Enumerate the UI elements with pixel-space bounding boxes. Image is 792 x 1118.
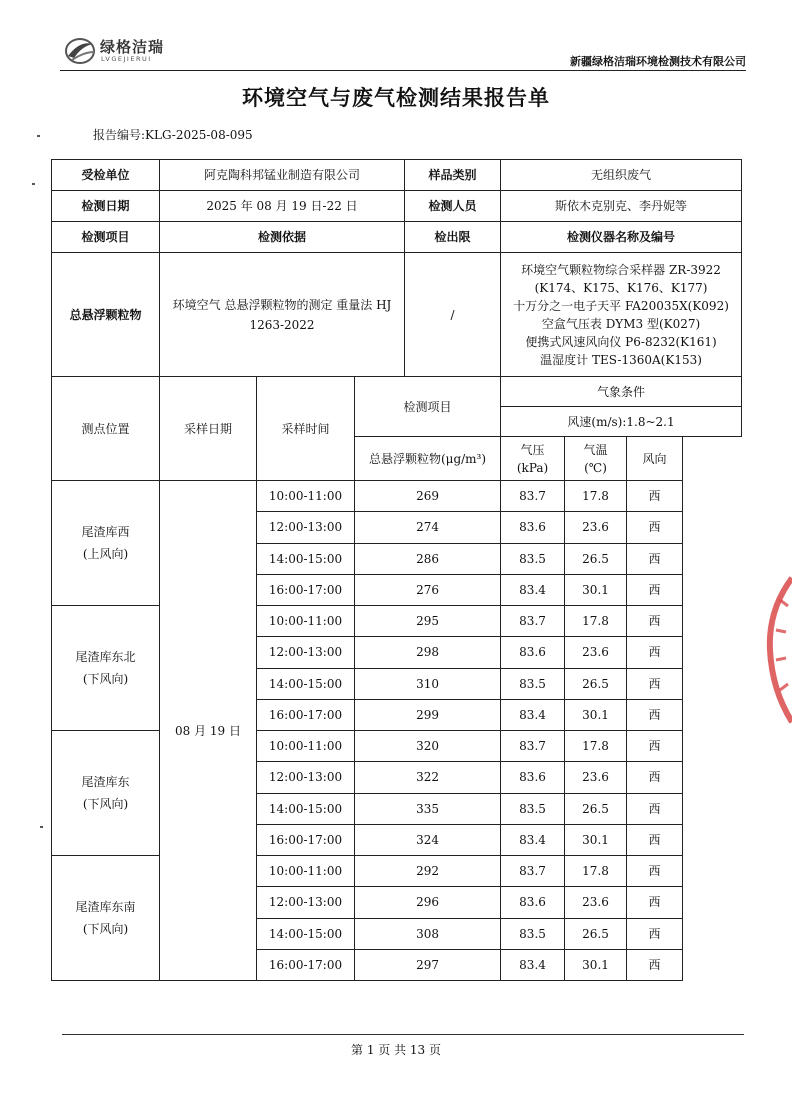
- client-label: 受检单位: [52, 160, 160, 191]
- table-row: [52, 606, 742, 637]
- pressure-header: [501, 437, 565, 481]
- tsp-cell: 324: [355, 824, 501, 855]
- wind-direction-cell: 西: [627, 606, 683, 637]
- time-cell: 14:00-15:00: [257, 918, 355, 949]
- tsp-cell: 320: [355, 731, 501, 762]
- footer-divider: [62, 1034, 744, 1035]
- pressure-header-unit: (kPa): [516, 460, 549, 475]
- location-cell: [52, 856, 160, 981]
- location-name: 尾渣库东北: [75, 650, 136, 664]
- wind-speed: 风速(m/s):1.8~2.1: [501, 407, 742, 437]
- report-table: [51, 159, 742, 981]
- location-cell: [52, 731, 160, 856]
- wind-direction-cell: 西: [627, 543, 683, 574]
- location-name: 尾渣库东南: [75, 900, 136, 914]
- item-label: 检测项目: [52, 222, 160, 253]
- temperature-cell: 17.8: [565, 606, 627, 637]
- location-header: 测点位置: [52, 377, 160, 481]
- sample-time-header: 采样时间: [257, 377, 355, 481]
- pressure-cell: 83.7: [501, 481, 565, 512]
- temperature-cell: 26.5: [565, 668, 627, 699]
- pressure-cell: 83.6: [501, 887, 565, 918]
- pressure-cell: 83.4: [501, 574, 565, 605]
- temperature-cell: 30.1: [565, 574, 627, 605]
- location-direction: (上风向): [82, 547, 129, 561]
- temperature-cell: 26.5: [565, 543, 627, 574]
- wind-direction-cell: 西: [627, 574, 683, 605]
- temperature-cell: 26.5: [565, 918, 627, 949]
- time-cell: 14:00-15:00: [257, 543, 355, 574]
- pressure-cell: 83.7: [501, 856, 565, 887]
- tsp-cell: 310: [355, 668, 501, 699]
- inspector-value: 斯依木克别克、李丹妮等: [501, 191, 742, 222]
- time-cell: 16:00-17:00: [257, 574, 355, 605]
- pressure-cell: 83.5: [501, 543, 565, 574]
- tsp-cell: 335: [355, 793, 501, 824]
- time-cell: 12:00-13:00: [257, 887, 355, 918]
- wind-direction-cell: 西: [627, 887, 683, 918]
- temperature-cell: 23.6: [565, 512, 627, 543]
- wind-direction-cell: 西: [627, 918, 683, 949]
- pressure-cell: 83.5: [501, 668, 565, 699]
- tsp-cell: 295: [355, 606, 501, 637]
- instrument-line: 十万分之一电子天平 FA20035X(K092): [513, 298, 729, 313]
- instrument-line: 便携式风速风向仪 P6-8232(K161): [525, 334, 717, 349]
- tsp-cell: 296: [355, 887, 501, 918]
- logo-swoosh-icon: [64, 34, 96, 66]
- sample-date-cell: 08 月 19 日: [160, 481, 257, 981]
- wind-direction-cell: 西: [627, 762, 683, 793]
- tsp-header: 总悬浮颗粒物(μg/m³): [355, 437, 501, 481]
- location-cell: [52, 606, 160, 731]
- location-direction: (下风向): [82, 797, 129, 811]
- wind-direction-cell: 西: [627, 637, 683, 668]
- time-cell: 10:00-11:00: [257, 856, 355, 887]
- sample-type-value: 无组织废气: [501, 160, 742, 191]
- location-direction: (下风向): [82, 672, 129, 686]
- date-label: 检测日期: [52, 191, 160, 222]
- sample-type-label: 样品类别: [405, 160, 501, 191]
- tsp-cell: 299: [355, 699, 501, 730]
- time-cell: 10:00-11:00: [257, 731, 355, 762]
- wind-direction-cell: 西: [627, 731, 683, 762]
- logo-chinese-text: 绿格洁瑞: [100, 38, 165, 56]
- page-title: 环境空气与废气检测结果报告单: [242, 86, 550, 110]
- client-value: 阿克陶科邦锰业制造有限公司: [160, 160, 405, 191]
- pressure-cell: 83.5: [501, 793, 565, 824]
- tsp-cell: 298: [355, 637, 501, 668]
- table-row: [52, 481, 742, 512]
- tsp-cell: 322: [355, 762, 501, 793]
- pressure-cell: 83.7: [501, 606, 565, 637]
- time-cell: 12:00-13:00: [257, 512, 355, 543]
- wind-direction-cell: 西: [627, 824, 683, 855]
- temperature-cell: 23.6: [565, 762, 627, 793]
- page-number: 第 1 页 共 13 页: [351, 1043, 441, 1057]
- pressure-cell: 83.6: [501, 512, 565, 543]
- time-cell: 10:00-11:00: [257, 606, 355, 637]
- date-value: 2025 年 08 月 19 日-22 日: [160, 191, 405, 222]
- location-cell: [52, 481, 160, 606]
- wind-direction-cell: 西: [627, 668, 683, 699]
- temperature-cell: 23.6: [565, 637, 627, 668]
- tsp-cell: 269: [355, 481, 501, 512]
- time-cell: 16:00-17:00: [257, 824, 355, 855]
- instrument-label: 检测仪器名称及编号: [501, 222, 742, 253]
- pressure-cell: 83.4: [501, 699, 565, 730]
- temperature-header-unit: (℃): [584, 460, 607, 475]
- basis-label: 检测依据: [160, 222, 405, 253]
- temperature-header: [565, 437, 627, 481]
- tsp-cell: 274: [355, 512, 501, 543]
- report-number: 报告编号:KLG-2025-08-095: [93, 128, 253, 142]
- instrument-line: (K174、K175、K176、K177): [534, 280, 708, 295]
- location-name: 尾渣库东: [81, 775, 130, 789]
- sample-date-header: 采样日期: [160, 377, 257, 481]
- test-item-header: 检测项目: [355, 377, 501, 437]
- inspector-label: 检测人员: [405, 191, 501, 222]
- temperature-cell: 30.1: [565, 699, 627, 730]
- scan-mark: [32, 183, 35, 185]
- instrument-line: 温湿度计 TES-1360A(K153): [540, 352, 702, 367]
- temperature-cell: 17.8: [565, 731, 627, 762]
- tsp-cell: 286: [355, 543, 501, 574]
- wind-direction-cell: 西: [627, 793, 683, 824]
- tsp-cell: 276: [355, 574, 501, 605]
- time-cell: 12:00-13:00: [257, 637, 355, 668]
- time-cell: 14:00-15:00: [257, 793, 355, 824]
- time-cell: 14:00-15:00: [257, 668, 355, 699]
- red-seal-stamp: [762, 570, 792, 730]
- instrument-line: 空盒气压表 DYM3 型(K027): [541, 316, 701, 331]
- instrument-list: [501, 253, 742, 377]
- pressure-cell: 83.5: [501, 918, 565, 949]
- weather-header: 气象条件: [501, 377, 742, 407]
- temperature-cell: 17.8: [565, 481, 627, 512]
- wind-direction-cell: 西: [627, 856, 683, 887]
- pressure-cell: 83.4: [501, 949, 565, 980]
- table-row: [52, 731, 742, 762]
- time-cell: 10:00-11:00: [257, 481, 355, 512]
- pressure-cell: 83.4: [501, 824, 565, 855]
- tsp-cell: 308: [355, 918, 501, 949]
- wind-direction-cell: 西: [627, 699, 683, 730]
- temperature-header-label: 气温: [583, 442, 608, 457]
- location-direction: (下风向): [82, 922, 129, 936]
- time-cell: 16:00-17:00: [257, 699, 355, 730]
- wind-direction-cell: 西: [627, 949, 683, 980]
- tsp-cell: 297: [355, 949, 501, 980]
- time-cell: 12:00-13:00: [257, 762, 355, 793]
- temperature-cell: 26.5: [565, 793, 627, 824]
- temperature-cell: 30.1: [565, 824, 627, 855]
- pressure-cell: 83.6: [501, 637, 565, 668]
- pressure-header-label: 气压: [520, 442, 545, 457]
- scan-mark: [40, 826, 43, 828]
- temperature-cell: 23.6: [565, 887, 627, 918]
- company-logo: [64, 32, 174, 68]
- tsp-cell: 292: [355, 856, 501, 887]
- location-name: 尾渣库西: [81, 525, 130, 539]
- temperature-cell: 30.1: [565, 949, 627, 980]
- logo-english-text: LVGEJIERUI: [101, 55, 152, 63]
- wind-direction-cell: 西: [627, 481, 683, 512]
- wind-direction-header: 风向: [627, 437, 683, 481]
- time-cell: 16:00-17:00: [257, 949, 355, 980]
- basis-value: 环境空气 总悬浮颗粒物的测定 重量法 HJ 1263-2022: [160, 253, 405, 377]
- item-value: 总悬浮颗粒物: [52, 253, 160, 377]
- scan-mark: [37, 135, 40, 137]
- wind-direction-cell: 西: [627, 512, 683, 543]
- pressure-cell: 83.6: [501, 762, 565, 793]
- company-name: 新疆绿格洁瑞环境检测技术有限公司: [570, 55, 746, 68]
- limit-label: 检出限: [405, 222, 501, 253]
- instrument-line: 环境空气颗粒物综合采样器 ZR-3922: [521, 262, 721, 277]
- pressure-cell: 83.7: [501, 731, 565, 762]
- temperature-cell: 17.8: [565, 856, 627, 887]
- limit-value: /: [405, 253, 501, 377]
- header-divider: [60, 70, 746, 71]
- table-row: [52, 856, 742, 887]
